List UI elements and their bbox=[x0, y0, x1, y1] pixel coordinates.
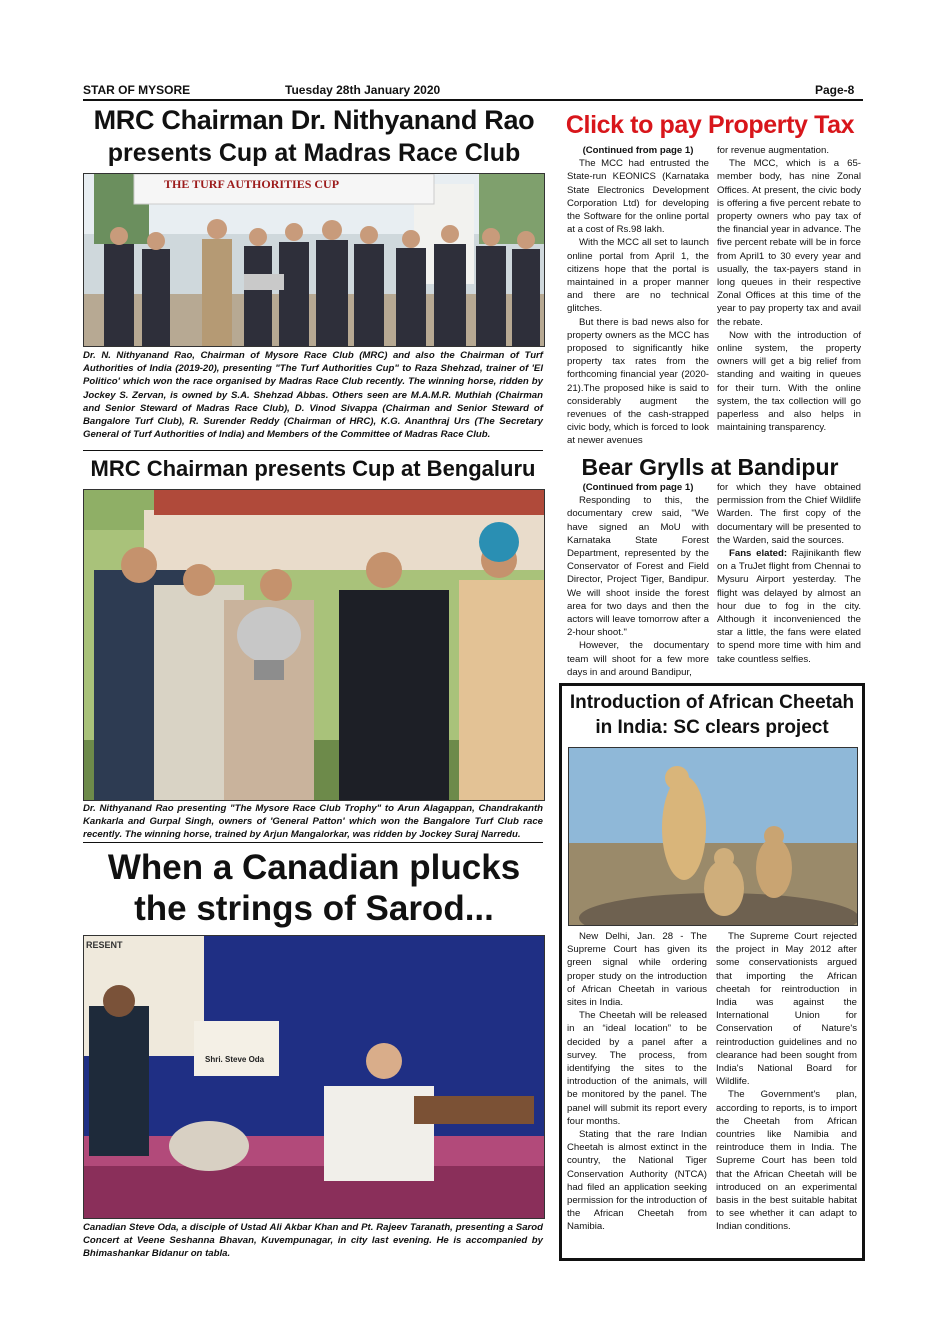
cheetah-col2-para: The Government's plan, according to reports, is to import the Cheetah from African countries like Namibia and reintroduce them in India. The Supreme Court has been told that the African Cheetah will be introduced on an experimental basis in the best suitable habitat to see whether it can adapt to Indian conditions. bbox=[716, 1089, 857, 1233]
story1-photo bbox=[83, 173, 545, 347]
story3-headline-line1: When a Canadian plucks bbox=[107, 848, 521, 887]
bear-grylls-fans-text: Rajinikanth flew on a TruJet flight from Chennai to Mysuru Airport yesterday. The flight was delayed by almost an hour due to fog in the city. Although it inconvenienced the star a little, the fans were elated to spend more time with him and take countless selfies. bbox=[717, 548, 861, 665]
story2-bottom-rule bbox=[83, 842, 543, 843]
property-tax-column-1 bbox=[567, 144, 709, 448]
property-tax-col1-para: But there is bad news also for property owners as the MCC has proposed to significantly hike property tax rates from the forthcoming financial year (2020-21).The proposed hike is said to considerably augment the revenues of the cash-strapped civic body, which is forced to look at newer avenues bbox=[567, 316, 709, 447]
property-tax-col1-para: With the MCC all set to launch online portal from April 1, the citizens hope that the portal is maintained in a proper manner and there are no technical glitches. bbox=[567, 237, 709, 315]
story1-headline-line1: MRC Chairman Dr. Nithyanand Rao bbox=[93, 105, 535, 135]
story3-headline-line2: the strings of Sarod... bbox=[134, 889, 494, 928]
bear-grylls-column-1 bbox=[567, 481, 709, 679]
bear-grylls-col2-para: for which they have obtained permission from the Chief Wildlife Warden. The first copy of the documentary will be presented to the Warden, said the sources. bbox=[717, 482, 861, 546]
bear-grylls-continued-note: (Continued from page 1) bbox=[582, 482, 694, 493]
cheetah-col2-para: The Supreme Court rejected the project in May 2012 after some conservationists argued that importing the African cheetah for reintroduction in India was against the International Union for Conservation of Nature's reintroduction guidelines and no clearance had been sought from India's National Board for Wildlife. bbox=[716, 931, 857, 1088]
property-tax-col2-para: The MCC, which is a 65-member body, has nine Zonal Offices. At present, the civic body is offering a five percent rebate to property owners who pay tax of the financial year in advance. The five percent rebate will be in force from April1 to 30 every year and usually, the tax-payers stand in long queues in their respective Zonal Offices at this time of the year to pay property tax and avail the rebate. bbox=[717, 158, 861, 328]
masthead-paper-name: STAR OF MYSORE bbox=[83, 83, 191, 97]
story3-caption: Canadian Steve Oda, a disciple of Ustad Ali Akbar Khan and Pt. Rajeev Taranath, presenting a Sarod Concert at Veene Seshanna Bhavan, Kuvempunagar, in city last evening. He is accompanied by Bhimashankar Bidanur on tabla. bbox=[83, 1222, 543, 1260]
cheetah-col1-para: New Delhi, Jan. 28 - The Supreme Court has given its green signal while ordering proper study on the introduction of African Cheetah in various sites in India. bbox=[567, 931, 707, 1009]
bear-grylls-col1-para: Responding to this, the documentary crew said, "We have signed an MoU with Karnataka State Forest Department, represented by the Conservator of Forest and Field Director, Project Tiger, Bandipur. We will shoot inside the forest area for two days and then the actors will leave tomorrow after a 2-hour shoot." bbox=[567, 495, 709, 639]
story1-photo-banner-text: THE TURF AUTHORITIES CUP bbox=[164, 177, 340, 191]
bear-grylls-fans-paragraph bbox=[717, 547, 861, 666]
story1-caption: Dr. N. Nithyanand Rao, Chairman of Mysore Race Club (MRC) and also the Chairman of Turf Authorities of India (2019-20), presenting "The Turf Authorities Cup" to Raza Shehzad, trainer of 'El Politico' which won the race organised by Madras Race Club recently. The winning horse, ridden by Jockey S. Zervan, is owned by S.A. Shehzad Abbas. Others seen are M.A.M.R. Muthiah (Chairman and Senior Steward of Madras Race Club), D. Vinod Sivappa (Chairman and Senior Steward of Bangalore Turf Club), R. Surender Reddy (Chairman of HRC), K.G. Ananthraj Urs (The Secretary General of Turf Authorities of India) and Members of the Committee of Madras Race Club. bbox=[83, 350, 543, 441]
property-tax-col2-para: Now with the introduction of online system, the property owners will get a big relief from standing and waiting in queues for their turn. With the online system, the tax collection will go paperless and also helps in maintaining transparency. bbox=[717, 329, 861, 434]
bear-grylls-headline: Bear Grylls at Bandipur bbox=[581, 454, 839, 480]
property-tax-col1-para: The MCC had entrusted the State-run KEONICS (Karnataka State Electronics Development Corporation Ltd) for developing the Software for the online portal at a cost of Rs.98 lakh. bbox=[567, 158, 709, 236]
masthead-page-number: Page-8 bbox=[815, 83, 855, 97]
cheetah-headline-line2: in India: SC clears project bbox=[595, 717, 829, 738]
property-tax-col2-para: for revenue augmentation. bbox=[717, 145, 830, 156]
story2-photo bbox=[83, 489, 545, 801]
bear-grylls-column-2 bbox=[717, 481, 861, 666]
masthead-rule bbox=[83, 99, 863, 101]
cheetah-headline-line1: Introduction of African Cheetah bbox=[569, 692, 855, 713]
cheetah-photo bbox=[568, 747, 858, 926]
property-tax-column-2 bbox=[717, 144, 861, 434]
property-tax-continued-note: (Continued from page 1) bbox=[582, 145, 694, 156]
story3-photo bbox=[83, 935, 545, 1219]
bear-grylls-col1-para: However, the documentary team will shoot for a few more days in and around Bandipur, bbox=[567, 640, 709, 678]
story3-photo-name-card: Shri. Steve Oda bbox=[202, 1054, 267, 1065]
story3-photo-banner-fragment: RESENT bbox=[86, 940, 123, 950]
cheetah-column-1 bbox=[567, 930, 707, 1234]
cheetah-column-2 bbox=[716, 930, 857, 1234]
cheetah-col1-para: Stating that the rare Indian Cheetah is almost extinct in the country, the National Tiger Conservation Authority (NTCA) had filed an application seeking permission for the introduction of the African Cheetah from Namibia. bbox=[567, 1129, 707, 1233]
bear-grylls-fans-label: Fans elated: bbox=[729, 548, 788, 560]
cheetah-col1-para: The Cheetah will be released in an “ideal location” to be decided by a panel after a survey. The process, from identifying the sites to the introduction of the animals, will be monitored by the panel. The panel will submit its report every four months. bbox=[567, 1010, 707, 1127]
story1-headline-line2: presents Cup at Madras Race Club bbox=[107, 139, 521, 167]
property-tax-headline: Click to pay Property Tax bbox=[565, 111, 855, 139]
story2-headline: MRC Chairman presents Cup at Bengaluru bbox=[90, 456, 536, 481]
story1-bottom-rule bbox=[83, 450, 543, 451]
masthead-date: Tuesday 28th January 2020 bbox=[285, 83, 441, 97]
story2-caption: Dr. Nithyanand Rao presenting "The Mysore Race Club Trophy" to Arun Alagappan, Chandrakanth Kankarla and Gurpal Singh, owners of 'General Patton' which won the Bangalore Turf Club race recently. The winning horse, trained by Arjun Mangalorkar, was ridden by Jockey Suraj Narredu. bbox=[83, 803, 543, 841]
